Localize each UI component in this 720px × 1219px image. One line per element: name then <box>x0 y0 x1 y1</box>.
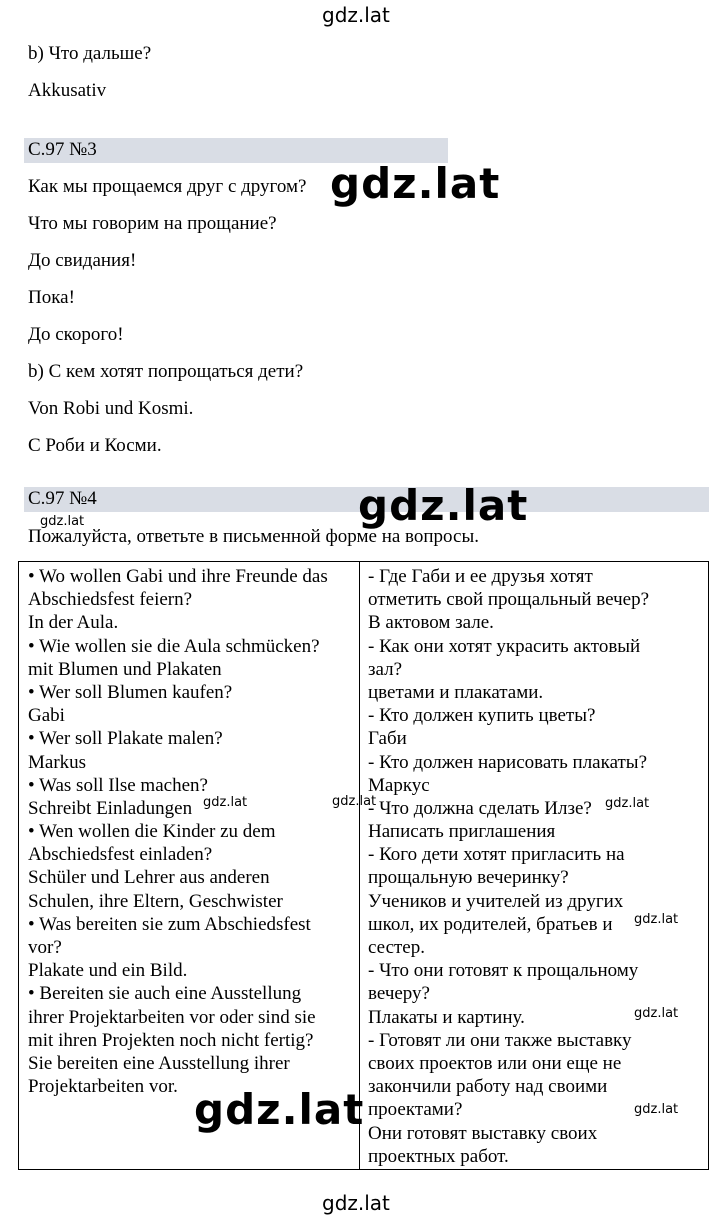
qa-table <box>18 561 709 1170</box>
german-line: Projektarbeiten vor. <box>28 1076 178 1098</box>
german-line: ihrer Projektarbeiten vor oder sind sie <box>28 1006 316 1028</box>
intro-question: b) Что дальше? <box>28 43 152 64</box>
german-line: Plakate und ein Bild. <box>28 960 188 982</box>
russian-column <box>360 562 709 1170</box>
german-line: Markus <box>28 751 87 773</box>
russian-line: - Готовят ли они также выставку <box>368 1029 632 1051</box>
watermark-large: gdz.lat <box>358 481 529 530</box>
section4-instruction: Пожалуйста, ответьте в письменной форме на вопросы. <box>28 526 479 547</box>
section3-line-5: До скорого! <box>28 324 124 345</box>
german-line: mit Blumen und Plakaten <box>28 658 222 680</box>
russian-line: сестер. <box>368 937 425 958</box>
russian-line: Написать приглашения <box>368 821 556 843</box>
russian-line: В актовом зале. <box>368 612 494 634</box>
section3-line-1: Как мы прощаемся друг с другом? <box>28 176 307 197</box>
watermark-small: gdz.lat <box>605 796 650 811</box>
german-line: Sie bereiten eine Ausstellung ihrer <box>28 1052 290 1074</box>
table-row <box>19 562 709 1170</box>
russian-line: вечеру? <box>368 983 430 1005</box>
german-line: • Wie wollen sie die Aula schmücken? <box>28 635 320 657</box>
russian-line: Плакаты и картину. <box>368 1006 525 1028</box>
russian-line: закончили работу над своими <box>368 1076 608 1098</box>
watermark-large: gdz.lat <box>330 159 501 208</box>
russian-line: - Где Габи и ее друзья хотят <box>368 566 593 587</box>
german-line: In der Aula. <box>28 612 119 634</box>
russian-line: - Кто должен купить цветы? <box>368 705 596 727</box>
german-line: vor? <box>28 937 62 958</box>
german-line: Schüler und Lehrer aus anderen <box>28 867 270 889</box>
german-line: Abschiedsfest feiern? <box>28 589 193 611</box>
russian-line: своих проектов или они еще не <box>368 1052 622 1074</box>
german-line: • Wer soll Blumen kaufen? <box>28 681 233 703</box>
section3-line-6: b) С кем хотят попрощаться дети? <box>28 361 304 382</box>
russian-line: Маркус <box>368 774 430 796</box>
watermark-small: gdz.lat <box>634 1102 679 1117</box>
german-line: Abschiedsfest einladen? <box>28 844 213 866</box>
watermark-small: gdz.lat <box>203 795 248 810</box>
russian-line: - Кто должен нарисовать плакаты? <box>368 751 648 773</box>
russian-line: проектных работ. <box>368 1145 509 1167</box>
german-line: • Was bereiten sie zum Abschiedsfest <box>28 913 311 935</box>
russian-line: проектами? <box>368 1099 463 1121</box>
russian-line: прощальную вечеринку? <box>368 867 569 889</box>
section3-heading: С.97 №3 <box>28 139 97 160</box>
german-line: mit ihren Projekten noch nicht fertig? <box>28 1029 314 1051</box>
german-line: Schulen, ihre Eltern, Geschwister <box>28 890 283 912</box>
section3-line-8: С Роби и Косми. <box>28 435 162 456</box>
russian-line: - Кого дети хотят пригласить на <box>368 844 625 866</box>
german-line: • Wer soll Plakate malen? <box>28 728 223 750</box>
section3-line-2: Что мы говорим на прощание? <box>28 213 277 234</box>
russian-line: - Что должна сделать Илзе? <box>368 797 592 819</box>
header-watermark: gdz.lat <box>322 3 390 27</box>
section4-heading: С.97 №4 <box>28 488 97 509</box>
russian-line: Они готовят выставку своих <box>368 1122 598 1144</box>
german-line: Schreibt Einladungen <box>28 797 193 819</box>
russian-line: Учеников и учителей из других <box>368 890 624 912</box>
watermark-small: gdz.lat <box>634 912 679 927</box>
russian-line: отметить свой прощальный вечер? <box>368 589 650 611</box>
russian-line: - Что они готовят к прощальному <box>368 960 639 982</box>
watermark-large: gdz.lat <box>194 1085 365 1134</box>
russian-line: школ, их родителей, братьев и <box>368 913 613 935</box>
german-line: • Bereiten sie auch eine Ausstellung <box>28 983 302 1005</box>
section3-line-4: Пока! <box>28 287 75 308</box>
watermark-small: gdz.lat <box>40 514 85 529</box>
russian-line: зал? <box>368 658 403 680</box>
watermark-small: gdz.lat <box>332 794 377 809</box>
watermark-small: gdz.lat <box>634 1006 679 1021</box>
russian-line: Габи <box>368 728 407 750</box>
russian-line: - Как они хотят украсить актовый <box>368 635 641 657</box>
intro-answer: Akkusativ <box>28 80 107 101</box>
german-line: • Was soll Ilse machen? <box>28 774 208 796</box>
german-line: Gabi <box>28 705 65 727</box>
footer-watermark: gdz.lat <box>322 1191 390 1215</box>
section3-line-3: До свидания! <box>28 250 137 271</box>
german-column <box>19 562 360 1170</box>
german-line: • Wo wollen Gabi und ihre Freunde das <box>28 566 328 587</box>
section3-line-7: Von Robi und Kosmi. <box>28 398 194 419</box>
russian-line: цветами и плакатами. <box>368 681 544 703</box>
german-line: • Wen wollen die Kinder zu dem <box>28 821 276 843</box>
